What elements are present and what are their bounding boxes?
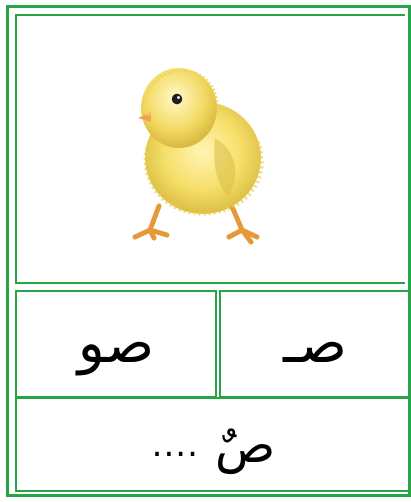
sentence-cell bbox=[15, 397, 410, 492]
chick-image bbox=[103, 54, 293, 254]
word-cell-left bbox=[15, 290, 217, 398]
left-word: صو bbox=[77, 311, 155, 376]
worksheet-card bbox=[6, 5, 411, 497]
sentence-letter: صٌ bbox=[214, 415, 276, 474]
image-panel bbox=[15, 14, 405, 284]
word-cell-right bbox=[219, 290, 409, 398]
sentence-row bbox=[151, 415, 276, 474]
right-word: صـ bbox=[283, 311, 347, 376]
sentence-dots: .... bbox=[151, 424, 199, 465]
